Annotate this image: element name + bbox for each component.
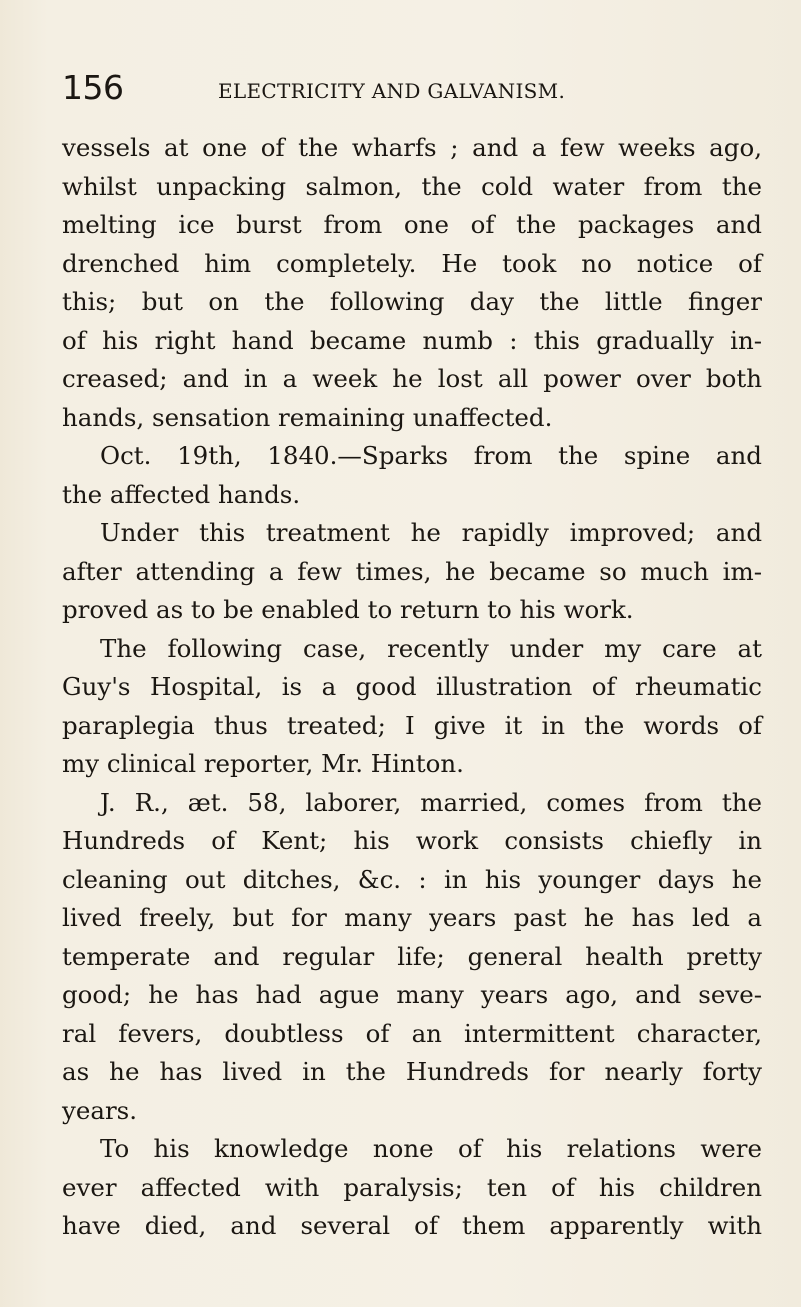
text-line: lived freely, but for many years past he has led a	[62, 903, 762, 932]
body-text	[62, 129, 762, 1246]
text-line: paraplegia thus treated; I give it in the words of	[62, 710, 762, 740]
text-line: the affected hands.	[62, 479, 301, 509]
text-line: good; he has had ague many years ago, and seve-	[62, 980, 762, 1009]
text-line: whilst unpacking salmon, the cold water from the	[62, 171, 762, 201]
text-line: cleaning out ditches, &c. : in his younger days he	[62, 864, 762, 894]
page-number: 156	[62, 68, 124, 107]
text-line: creased; and in a week he lost all power over both	[62, 364, 762, 393]
text-line: as he has lived in the Hundreds for nearly forty	[62, 1057, 762, 1086]
text-line: To his knowledge none of his relations were	[100, 1134, 762, 1163]
text-line: of his right hand became numb : this gradually in-	[62, 325, 762, 355]
text-line: ever affected with paralysis; ten of his children	[62, 1172, 762, 1202]
text-line: Guy's Hospital, is a good illustration of rheumatic	[62, 672, 762, 701]
text-line: have died, and several of them apparently with	[62, 1211, 762, 1240]
text-line: temperate and regular life; general health pretty	[62, 941, 762, 971]
running-title: ELECTRICITY AND GALVANISM.	[218, 79, 566, 103]
text-line: proved as to be enabled to return to his work.	[62, 595, 634, 624]
text-line: after attending a few times, he became so much im-	[62, 556, 762, 586]
text-line: ral fevers, doubtless of an intermittent character,	[62, 1018, 762, 1048]
text-line: melting ice burst from one of the packages and	[62, 210, 762, 239]
text-line: this; but on the following day the little finger	[62, 287, 762, 316]
text-line: hands, sensation remaining unaffected.	[62, 402, 553, 432]
text-line: my clinical reporter, Mr. Hinton.	[62, 749, 464, 778]
text-line: drenched him completely. He took no notice of	[62, 248, 762, 278]
text-line: The following case, recently under my care at	[100, 633, 762, 663]
running-head	[62, 66, 622, 116]
text-line: vessels at one of the wharfs ; and a few weeks ago,	[62, 133, 762, 162]
text-line: Under this treatment he rapidly improved; and	[100, 518, 762, 547]
text-line: years.	[62, 1095, 138, 1125]
text-line: Hundreds of Kent; his work consists chiefly in	[62, 826, 762, 855]
text-line: Oct. 19th, 1840.—Sparks from the spine and	[100, 441, 762, 470]
text-line: J. R., æt. 58, laborer, married, comes from the	[100, 787, 762, 817]
